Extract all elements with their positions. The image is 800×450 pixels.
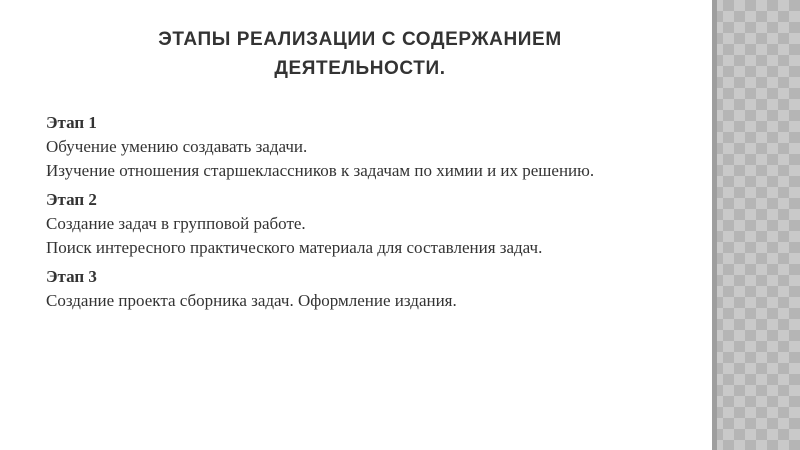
slide-title-line-1: ЭТАПЫ РЕАЛИЗАЦИИ С СОДЕРЖАНИЕМ	[158, 29, 562, 50]
stage-2-heading: Этап 2	[46, 190, 97, 209]
stage-1-line-1: Обучение умению создавать задачи.	[46, 137, 308, 156]
stage-2-line-2: Поиск интересного практического материала для составления задач.	[46, 238, 543, 257]
stage-3-line-1: Создание проекта сборника задач. Оформление издания.	[46, 291, 457, 310]
slide-title	[80, 25, 640, 83]
slide-title-line-2: ДЕЯТЕЛЬНОСТИ.	[274, 58, 446, 79]
stage-1	[46, 111, 676, 183]
stage-3	[46, 265, 676, 313]
decorative-pattern-strip	[712, 0, 800, 450]
stage-2	[46, 188, 676, 260]
stage-2-line-1: Создание задач в групповой работе.	[46, 214, 306, 233]
stage-1-line-2: Изучение отношения старшеклассников к задачам по химии и их решению.	[46, 161, 595, 180]
stage-1-heading: Этап 1	[46, 113, 97, 132]
stage-3-heading: Этап 3	[46, 267, 97, 286]
slide-content	[46, 111, 676, 318]
